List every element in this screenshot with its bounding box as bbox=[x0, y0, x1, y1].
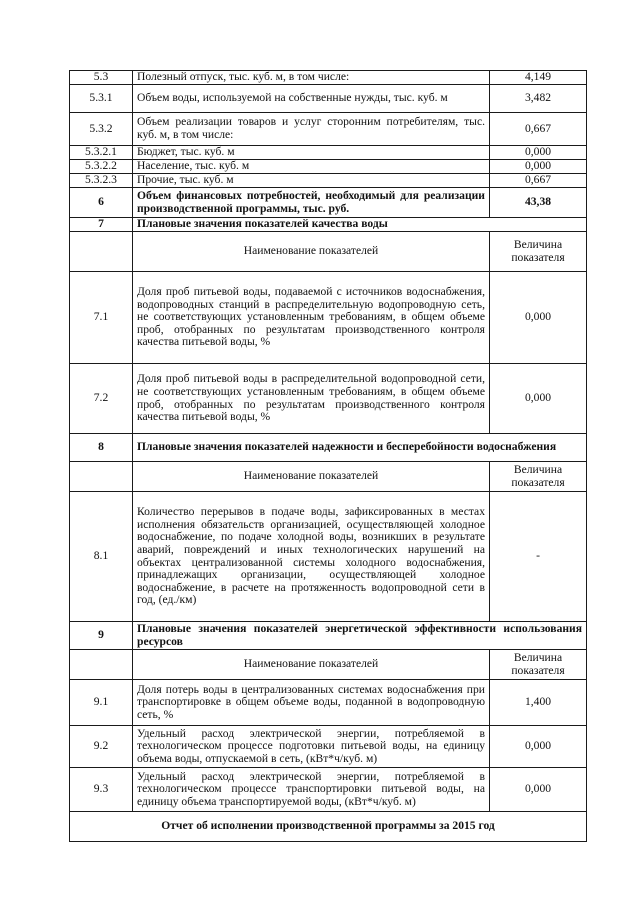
table-row bbox=[70, 768, 587, 812]
production-program-table bbox=[69, 70, 587, 842]
section-header-row bbox=[70, 218, 587, 232]
row-value: 1,400 bbox=[490, 680, 587, 726]
row-number: 8.1 bbox=[70, 492, 133, 622]
row-number: 5.3.2.1 bbox=[70, 146, 133, 160]
section-header-row bbox=[70, 622, 587, 650]
row-value: 3,482 bbox=[490, 85, 587, 113]
row-text: Прочие, тыс. куб. м bbox=[133, 174, 490, 188]
footer-row bbox=[70, 812, 587, 842]
row-text: Удельный расход электрической энергии, потребляемой в технологическом процессе подготовки питьевой воды, на единицу объема воды, отпускаемой в сеть, (кВт*ч/куб. м) bbox=[133, 726, 490, 768]
row-number: 5.3.2.2 bbox=[70, 160, 133, 174]
row-text: Полезный отпуск, тыс. куб. м, в том числе: bbox=[133, 71, 490, 85]
section-number: 9 bbox=[70, 622, 133, 650]
row-number: 9.1 bbox=[70, 680, 133, 726]
row-value: 4,149 bbox=[490, 71, 587, 85]
table-row bbox=[70, 364, 587, 434]
column-header-row bbox=[70, 232, 587, 272]
row-value: 43,38 bbox=[490, 188, 587, 218]
row-text: Доля потерь воды в централизованных системах водоснабжения при транспортировке в общем объеме воды, поданной в водопроводную сеть, % bbox=[133, 680, 490, 726]
empty-cell bbox=[70, 650, 133, 680]
table-row bbox=[70, 272, 587, 364]
column-header-name: Наименование показателей bbox=[133, 462, 490, 492]
row-number: 9.3 bbox=[70, 768, 133, 812]
row-number: 5.3 bbox=[70, 71, 133, 85]
column-header-name: Наименование показателей bbox=[133, 232, 490, 272]
row-text: Население, тыс. куб. м bbox=[133, 160, 490, 174]
table-row bbox=[70, 85, 587, 113]
column-header-row bbox=[70, 462, 587, 492]
column-header-name: Наименование показателей bbox=[133, 650, 490, 680]
section-number: 8 bbox=[70, 434, 133, 462]
row-value: 0,667 bbox=[490, 113, 587, 146]
row-value: 0,000 bbox=[490, 160, 587, 174]
column-header-value: Величина показателя bbox=[490, 650, 587, 680]
row-number: 7.1 bbox=[70, 272, 133, 364]
table-row bbox=[70, 160, 587, 174]
row-value: 0,000 bbox=[490, 364, 587, 434]
row-value: - bbox=[490, 492, 587, 622]
empty-cell bbox=[70, 462, 133, 492]
row-text: Бюджет, тыс. куб. м bbox=[133, 146, 490, 160]
row-value: 0,000 bbox=[490, 768, 587, 812]
row-number: 5.3.2 bbox=[70, 113, 133, 146]
row-number: 9.2 bbox=[70, 726, 133, 768]
row-text: Объем реализации товаров и услуг сторонним потребителям, тыс. куб. м, в том числе: bbox=[133, 113, 490, 146]
section-number: 7 bbox=[70, 218, 133, 232]
table-row bbox=[70, 680, 587, 726]
column-header-value: Величина показателя bbox=[490, 232, 587, 272]
row-text: Объем финансовых потребностей, необходимый для реализации производственной программы, тыс. руб. bbox=[133, 188, 490, 218]
row-number: 6 bbox=[70, 188, 133, 218]
table-row bbox=[70, 174, 587, 188]
row-value: 0,000 bbox=[490, 726, 587, 768]
section-header-row bbox=[70, 434, 587, 462]
section-title: Плановые значения показателей надежности и бесперебойности водоснабжения bbox=[133, 434, 587, 462]
section-title: Плановые значения показателей качества воды bbox=[133, 218, 587, 232]
row-number: 5.3.1 bbox=[70, 85, 133, 113]
table-row bbox=[70, 492, 587, 622]
row-text: Объем воды, используемой на собственные нужды, тыс. куб. м bbox=[133, 85, 490, 113]
row-text: Доля проб питьевой воды в распределительной водопроводной сети, не соответствующих установленным требованиям, в общем объеме проб, отобранных по результатам производственного контроля качества питьевой воды, % bbox=[133, 364, 490, 434]
row-value: 0,000 bbox=[490, 146, 587, 160]
row-value: 0,000 bbox=[490, 272, 587, 364]
footer-title: Отчет об исполнении производственной программы за 2015 год bbox=[70, 812, 587, 842]
table-row bbox=[70, 726, 587, 768]
row-value: 0,667 bbox=[490, 174, 587, 188]
row-text: Количество перерывов в подаче воды, зафиксированных в местах исполнения обязательств организацией, осуществляющей холодное водоснабжение, по подаче холодной воды, возникших в результате аварий, повреждений и иных технологических нарушений на объектах централизованной системы холодного водоснабжения, принадлежащих организации, осуществляющей холодное водоснабжение, в расчете на протяженность водопроводной сети в год, (ед./км) bbox=[133, 492, 490, 622]
row-text: Удельный расход электрической энергии, потребляемой в технологическом процессе транспортировки питьевой воды, на единицу объема транспортируемой воды, (кВт*ч/куб. м) bbox=[133, 768, 490, 812]
column-header-value: Величина показателя bbox=[490, 462, 587, 492]
section-title: Плановые значения показателей энергетической эффективности использования ресурсов bbox=[133, 622, 587, 650]
table-row bbox=[70, 188, 587, 218]
table-row bbox=[70, 146, 587, 160]
empty-cell bbox=[70, 232, 133, 272]
table-row bbox=[70, 71, 587, 85]
column-header-row bbox=[70, 650, 587, 680]
row-number: 5.3.2.3 bbox=[70, 174, 133, 188]
row-number: 7.2 bbox=[70, 364, 133, 434]
row-text: Доля проб питьевой воды, подаваемой с источников водоснабжения, водопроводных станций в распределительную водопроводную сеть, не соответствующих установленным требованиям, в общем объеме проб, отобранных по результатам производственного контроля качества питьевой воды, % bbox=[133, 272, 490, 364]
table-row bbox=[70, 113, 587, 146]
